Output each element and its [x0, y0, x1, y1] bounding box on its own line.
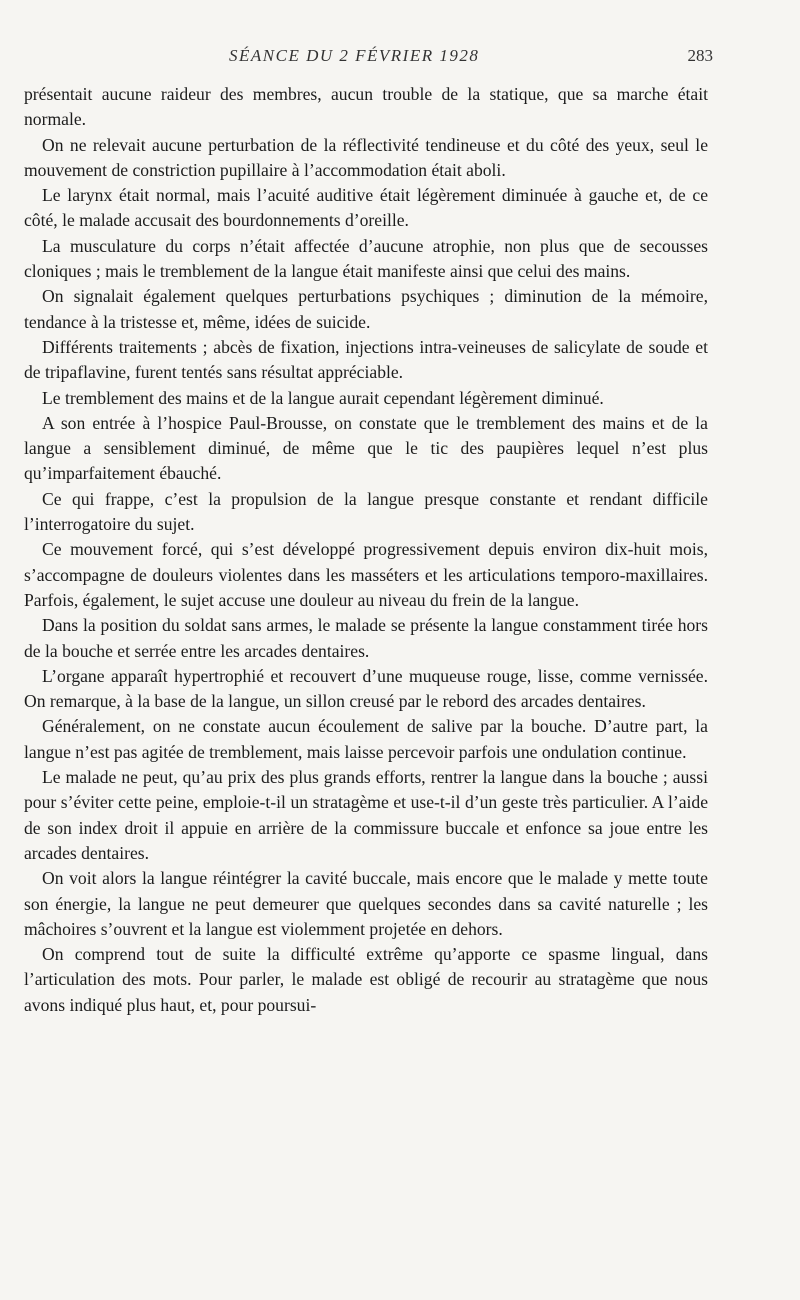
paragraph: Ce qui frappe, c’est la propulsion de la langue presque constante et rendant difficile l’interrogatoire du sujet.	[24, 488, 708, 535]
paragraph: Le larynx était normal, mais l’acuité auditive était légèrement diminuée à gauche et, de ce côté, le malade accusait des bourdonnements d’oreille.	[24, 185, 708, 231]
paragraph: A son entrée à l’hospice Paul-Brousse, on constate que le tremblement des mains et de la langue a sensiblement diminué, de même que le tic des paupières lequel n’est plus qu’imparfaitement ébauché.	[24, 412, 708, 484]
paragraph: présentait aucune raideur des membres, aucun trouble de la statique, que sa marche était normale.	[24, 84, 708, 130]
running-head	[24, 46, 713, 74]
paragraph: On comprend tout de suite la difficulté extrême qu’apporte ce spasme lingual, dans l’articulation des mots. Pour parler, le malade est obligé de recourir au stratagème que nous avons indiqué plus haut, et, pour poursui-	[24, 944, 708, 1015]
body-text	[24, 82, 708, 1018]
running-title: SÉANCE DU 2 FÉVRIER 1928	[229, 46, 480, 65]
paragraph: On voit alors la langue réintégrer la cavité buccale, mais encore que le malade y mette toute son énergie, la langue ne peut demeurer que quelques secondes dans sa cavité naturelle ; les mâchoires s’ouvrent et la langue est violemment projetée en dehors.	[24, 868, 708, 939]
paragraph: Le tremblement des mains et de la langue aurait cependant légèrement diminué.	[42, 387, 604, 408]
paragraph: La musculature du corps n’était affectée d’aucune atrophie, non plus que de secousses cloniques ; mais le tremblement de la langue était manifeste ainsi que celui des mains.	[24, 235, 708, 282]
paragraph: On signalait également quelques perturbations psychiques ; diminution de la mémoire, tendance à la tristesse et, même, idées de suicide.	[24, 286, 708, 332]
paragraph: Généralement, on ne constate aucun écoulement de salive par la bouche. D’autre part, la langue n’est pas agitée de tremblement, mais laisse percevoir parfois une ondulation continue.	[24, 716, 708, 762]
paragraph: Le malade ne peut, qu’au prix des plus grands efforts, rentrer la langue dans la bouche ; aussi pour s’éviter cette peine, emploie-t-il un stratagème et use-t-il d’un geste très particulier. A l’aide de son index droit il appuie en arrière de la commissure buccale et enfonce sa joue entre les arcades dentaires.	[24, 767, 708, 863]
paragraph: Différents traitements ; abcès de fixation, injections intra-veineuses de salicylate de soude et de tripaflavine, furent tentés sans résultat appréciable.	[24, 336, 708, 383]
paragraph: On ne relevait aucune perturbation de la réflectivité tendineuse et du côté des yeux, seul le mouvement de constriction pupillaire à l’accommodation était aboli.	[24, 134, 708, 180]
paragraph: Dans la position du soldat sans armes, le malade se présente la langue constamment tirée hors de la bouche et serrée entre les arcades dentaires.	[24, 615, 708, 661]
paragraph: L’organe apparaît hypertrophié et recouvert d’une muqueuse rouge, lisse, comme vernissée. On remarque, à la base de la langue, un sillon creusé par le rebord des arcades dentaires.	[24, 665, 708, 712]
page-number: 283	[687, 46, 713, 65]
paragraph: Ce mouvement forcé, qui s’est développé progressivement depuis environ dix-huit mois, s’accompagne de douleurs violentes dans les masséters et les articulations temporo-maxillaires. Parfois, également, le sujet accuse une douleur au niveau du frein de la langue.	[24, 539, 708, 610]
